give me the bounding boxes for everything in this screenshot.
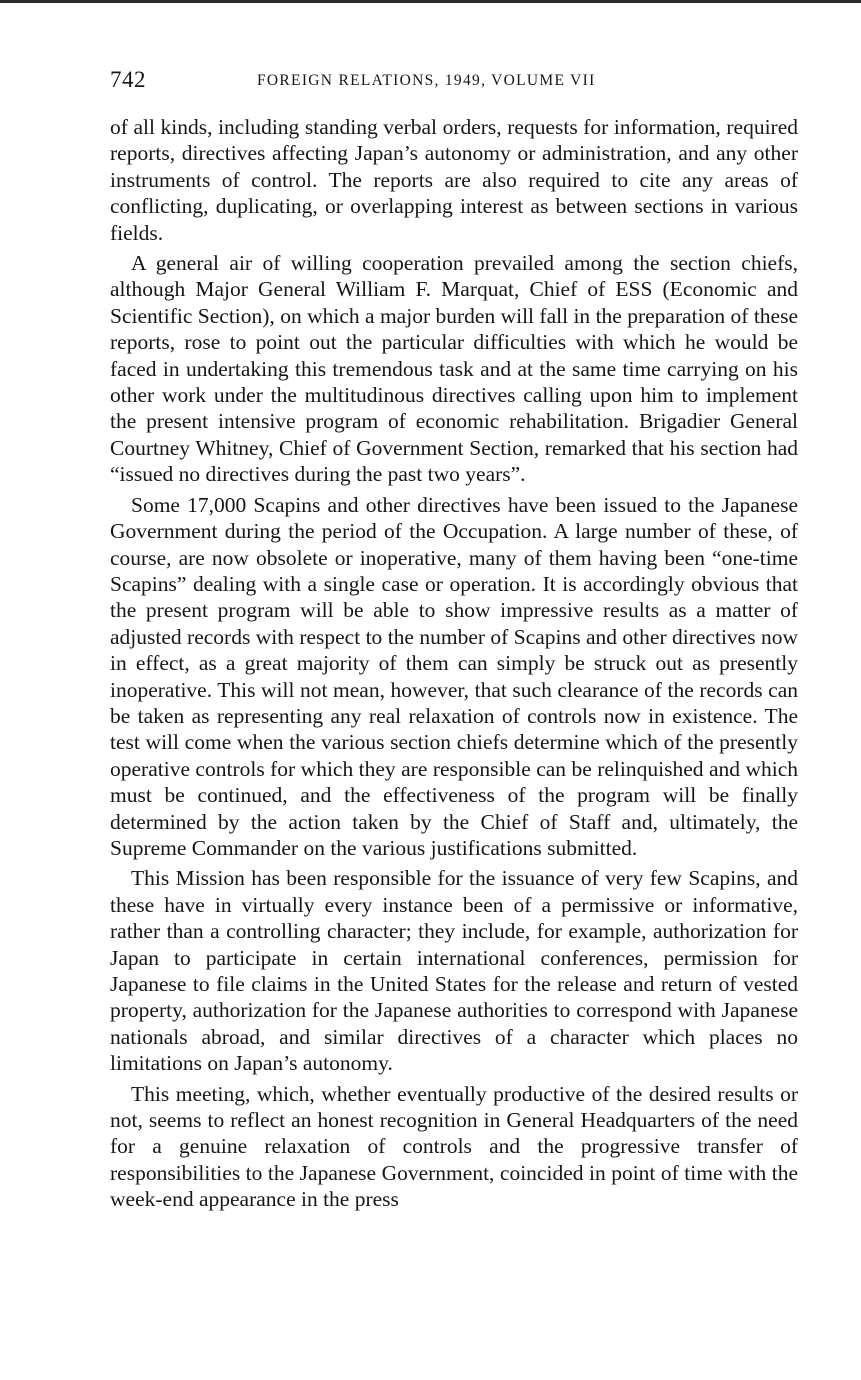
paragraph: A general air of willing cooperation prevailed among the section chiefs, although Major General William F. Marquat, Chief of ESS (Economic and Scientific Section), on which a major burden will fall in the preparation of these reports, rose to point out the particular difficulties with which he would be faced in undertaking this tremendous task and at the same time carrying on his other work under the multitudinous directives calling upon him to implement the present intensive program of economic rehabilitation. Brigadier General Courtney Whitney, Chief of Government Section, remarked that his section had “issued no directives during the past two years”. (110, 251, 798, 487)
paragraph: Some 17,000 Scapins and other directives have been issued to the Japanese Government during the period of the Occupation. A large number of these, of course, are now obsolete or inoperative, many of them having been “one-time Scapins” dealing with a single case or operation. It is accordingly obvious that the present program will be able to show impressive results as a matter of adjusted records with respect to the number of Scapins and other directives now in effect, as a great majority of them can simply be struck out as presently inoperative. This will not mean, however, that such clearance of the records can be taken as representing any real relaxation of controls now in existence. The test will come when the various section chiefs determine which of the presently operative controls for which they are responsible can be relinquished and which must be continued, and the effectiveness of the program will be finally determined by the action taken by the Chief of Staff and, ultimately, the Supreme Commander on the various justifications submitted. (110, 492, 798, 860)
top-border-rule (0, 0, 861, 3)
page-number: 742 (110, 67, 146, 92)
paragraph-continued: of all kinds, including standing verbal orders, requests for information, required reports, directives affecting Japan’s autonomy or administration, and any other instruments of control. The reports are also required to cite any areas of conflicting, duplicating, or overlapping interest as between sections in various fields. (110, 115, 798, 245)
paragraph: This Mission has been responsible for the issuance of very few Scapins, and these have in virtually every instance been of a permissive or informative, rather than a controlling character; they include, for example, authorization for Japan to participate in certain international conferences, permission for Japanese to file claims in the United States for the release and return of vested property, authorization for the Japanese authorities to correspond with Japanese nationals abroad, and similar directives of a character which places no limitations on Japan’s autonomy. (110, 866, 798, 1076)
page-header (110, 67, 800, 97)
paragraph: This meeting, which, whether eventually productive of the desired results or not, seems to reflect an honest recognition in General Headquarters of the need for a genuine relaxation of controls and the progressive transfer of responsibilities to the Japanese Government, coincided in point of time with the week-end appearance in the press (110, 1081, 798, 1212)
body-text (110, 114, 798, 1213)
running-head: FOREIGN RELATIONS, 1949, VOLUME VII (257, 72, 596, 89)
